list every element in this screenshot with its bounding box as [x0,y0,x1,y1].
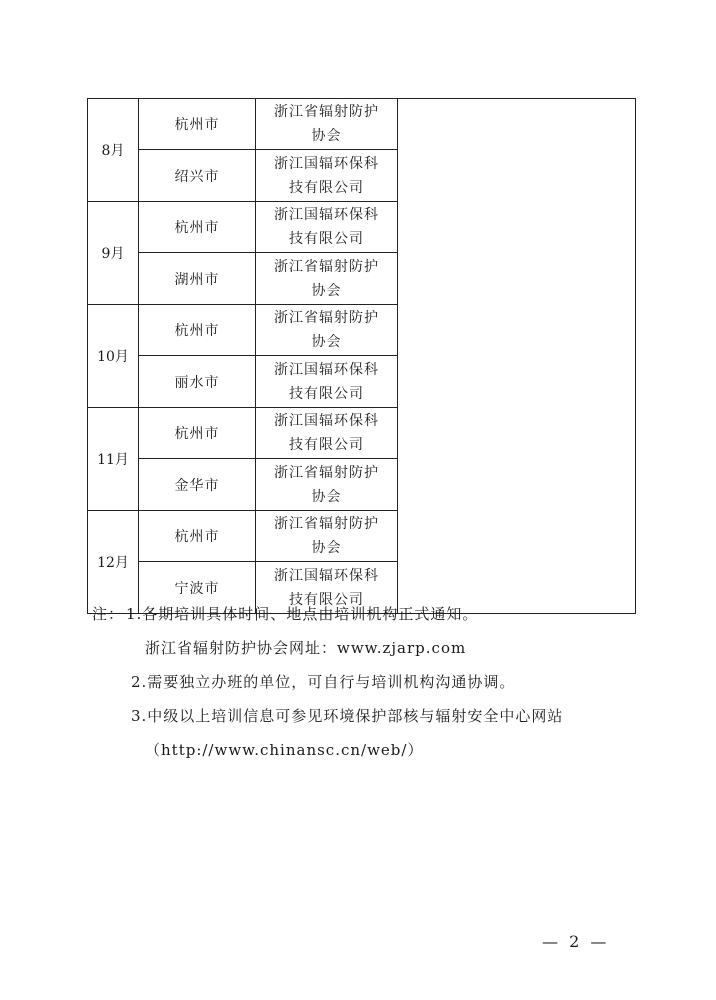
note-2: 2.需要独立办班的单位，可自行与培训机构沟通协调。 [131,673,516,691]
city-cell: 杭州市 [139,408,256,459]
table-row [88,99,636,150]
organizer-line: 浙江国辐环保科 [274,207,379,223]
organizer-cell [256,459,398,511]
organizer-cell [256,305,398,356]
note-3-url: （http://www.chinansc.cn/web/） [145,741,424,759]
city-cell: 金华市 [139,459,256,511]
page-number: — 2 — [542,932,610,951]
month-cell: 8月 [88,99,139,202]
organizer-cell [256,356,398,408]
organizer-cell [256,562,398,614]
organizer-line: 浙江省辐射防护 [274,464,379,481]
month-cell: 12月 [88,511,139,614]
organizer-line: 协会 [311,488,342,505]
organizer-line: 浙江省辐射防护 [274,258,379,275]
city-cell: 杭州市 [139,99,256,150]
city-cell: 湖州市 [139,253,256,305]
organizer-line: 协会 [311,334,342,350]
organizer-line: 协会 [311,540,342,556]
city-cell: 杭州市 [139,202,256,253]
organizer-line: 浙江国辐环保科 [274,567,379,584]
organizer-line: 浙江国辐环保科 [274,361,379,378]
organizer-line: 技有限公司 [289,179,364,196]
organizer-line: 浙江国辐环保科 [274,155,379,172]
city-cell: 杭州市 [139,511,256,562]
organizer-line: 浙江省辐射防护 [274,516,379,532]
note-1-website: 浙江省辐射防护协会网址：www.zjarp.com [145,639,467,657]
organizer-line: 技有限公司 [289,591,364,608]
note-3: 3.中级以上培训信息可参见环境保护部核与辐射安全中心网站 [131,707,564,725]
month-cell: 9月 [88,202,139,305]
organizer-cell [256,253,398,305]
organizer-cell [256,99,398,150]
city-cell: 杭州市 [139,305,256,356]
organizer-line: 浙江省辐射防护 [274,310,379,326]
organizer-line: 协会 [311,128,342,144]
organizer-line: 协会 [311,282,342,299]
organizer-line: 浙江国辐环保科 [274,413,379,429]
organizer-line: 浙江省辐射防护 [274,104,379,120]
organizer-line: 技有限公司 [289,231,364,247]
schedule-table [87,98,636,614]
organizer-cell [256,202,398,253]
month-cell: 10月 [88,305,139,408]
month-cell: 11月 [88,408,139,511]
organizer-line: 技有限公司 [289,437,364,453]
note-1: 1.各期培训具体时间、地点由培训机构正式通知。 [126,605,479,623]
city-cell: 丽水市 [139,356,256,408]
city-cell: 绍兴市 [139,150,256,202]
remarks-cell [398,99,636,614]
note-prefix: 注： [92,605,125,623]
schedule-body [88,99,636,614]
organizer-line: 技有限公司 [289,385,364,402]
organizer-cell [256,150,398,202]
organizer-cell [256,408,398,459]
city-cell: 宁波市 [139,562,256,614]
organizer-cell [256,511,398,562]
